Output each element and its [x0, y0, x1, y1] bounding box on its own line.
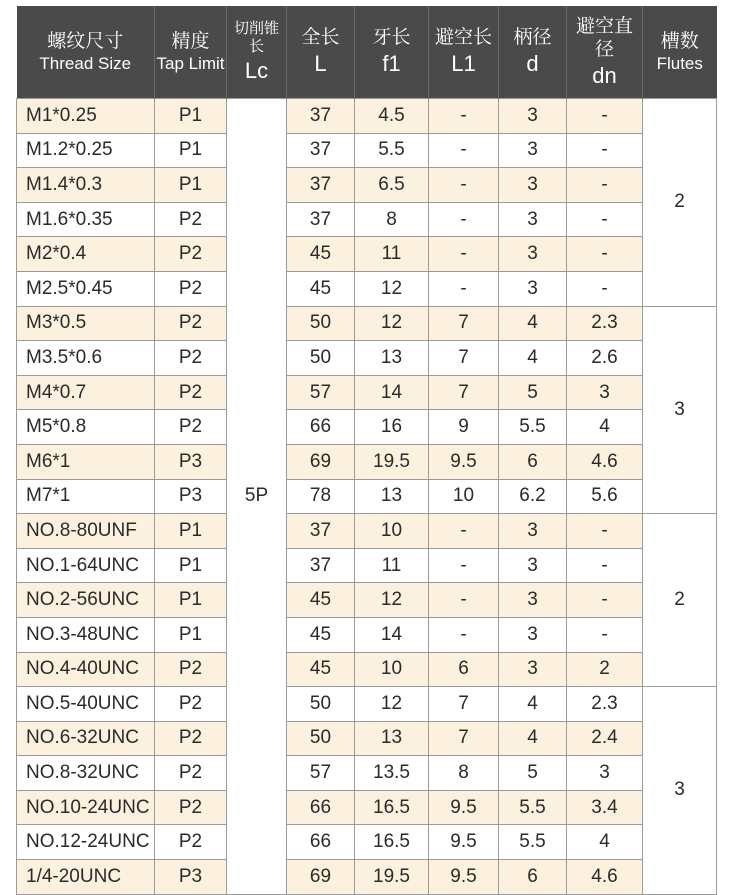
cell-neck-diameter: 4	[567, 825, 643, 860]
cell-thread-length: 16.5	[355, 825, 429, 860]
cell-neck-length: 7	[429, 341, 499, 376]
cell-neck-diameter: -	[567, 202, 643, 237]
cell-length: 37	[287, 548, 355, 583]
cell-thread-length: 11	[355, 548, 429, 583]
cell-tap-limit: P2	[155, 410, 227, 445]
cell-thread-length: 12	[355, 583, 429, 618]
cell-thread-length: 11	[355, 237, 429, 272]
table-row	[17, 168, 717, 203]
cell-length: 37	[287, 202, 355, 237]
cell-thread-size: NO.8-32UNC	[17, 756, 155, 791]
cell-length: 69	[287, 444, 355, 479]
header-tap-limit: 精度 Tap Limit	[155, 6, 227, 99]
cell-length: 66	[287, 790, 355, 825]
cell-thread-size: NO.3-48UNC	[17, 617, 155, 652]
table-body	[17, 99, 717, 895]
table-row	[17, 790, 717, 825]
cell-thread-length: 13.5	[355, 756, 429, 791]
cell-tap-limit: P3	[155, 479, 227, 514]
cell-neck-diameter: -	[567, 99, 643, 134]
table-row	[17, 410, 717, 445]
cell-thread-size: M3*0.5	[17, 306, 155, 341]
cell-thread-length: 4.5	[355, 99, 429, 134]
cell-neck-length: 7	[429, 375, 499, 410]
cell-thread-length: 14	[355, 375, 429, 410]
cell-shank-diameter: 5.5	[499, 410, 567, 445]
cell-tap-limit: P2	[155, 790, 227, 825]
cell-shank-diameter: 5.5	[499, 790, 567, 825]
cell-neck-diameter: -	[567, 133, 643, 168]
cell-shank-diameter: 3	[499, 99, 567, 134]
table-row	[17, 271, 717, 306]
cell-tap-limit: P2	[155, 202, 227, 237]
table-row	[17, 860, 717, 895]
cell-thread-size: M6*1	[17, 444, 155, 479]
table-row	[17, 99, 717, 134]
cell-thread-size: M1.6*0.35	[17, 202, 155, 237]
cell-neck-diameter: 4	[567, 410, 643, 445]
cell-neck-length: -	[429, 271, 499, 306]
cell-thread-length: 19.5	[355, 860, 429, 895]
cell-tap-limit: P2	[155, 652, 227, 687]
cell-shank-diameter: 3	[499, 271, 567, 306]
cell-thread-length: 12	[355, 687, 429, 722]
cell-thread-size: NO.6-32UNC	[17, 721, 155, 756]
cell-tap-limit: P2	[155, 721, 227, 756]
cell-tap-limit: P2	[155, 306, 227, 341]
cell-neck-diameter: 3	[567, 756, 643, 791]
cell-thread-length: 13	[355, 479, 429, 514]
cell-thread-length: 12	[355, 271, 429, 306]
cell-shank-diameter: 5	[499, 375, 567, 410]
cell-shank-diameter: 3	[499, 548, 567, 583]
cell-neck-length: -	[429, 133, 499, 168]
table-row	[17, 756, 717, 791]
table-row	[17, 306, 717, 341]
cell-neck-diameter: 3	[567, 375, 643, 410]
cell-length: 50	[287, 687, 355, 722]
cell-tap-limit: P1	[155, 168, 227, 203]
cell-neck-length: 9.5	[429, 860, 499, 895]
cell-shank-diameter: 3	[499, 583, 567, 618]
header-flutes: 槽数 Flutes	[643, 6, 717, 99]
cell-thread-size: M1*0.25	[17, 99, 155, 134]
cell-flutes: 3	[643, 306, 717, 514]
table-row	[17, 652, 717, 687]
table-row	[17, 202, 717, 237]
cell-shank-diameter: 4	[499, 341, 567, 376]
cell-thread-size: NO.12-24UNC	[17, 825, 155, 860]
cell-neck-length: 6	[429, 652, 499, 687]
table-row	[17, 341, 717, 376]
cell-tap-limit: P2	[155, 756, 227, 791]
cell-thread-length: 16	[355, 410, 429, 445]
cell-shank-diameter: 5	[499, 756, 567, 791]
cell-length: 66	[287, 825, 355, 860]
cell-tap-limit: P2	[155, 825, 227, 860]
cell-tap-limit: P3	[155, 444, 227, 479]
cell-neck-length: 7	[429, 721, 499, 756]
cell-shank-diameter: 3	[499, 133, 567, 168]
cell-thread-length: 16.5	[355, 790, 429, 825]
cell-neck-diameter: -	[567, 617, 643, 652]
cell-tap-limit: P2	[155, 341, 227, 376]
cell-length: 45	[287, 617, 355, 652]
cell-neck-length: -	[429, 237, 499, 272]
cell-neck-length: -	[429, 617, 499, 652]
cell-neck-diameter: 4.6	[567, 444, 643, 479]
cell-flutes: 2	[643, 99, 717, 307]
cell-tap-limit: P1	[155, 548, 227, 583]
header-thread-size: 螺纹尺寸 Thread Size	[17, 6, 155, 99]
cell-length: 50	[287, 721, 355, 756]
cell-thread-size: NO.4-40UNC	[17, 652, 155, 687]
table-row	[17, 479, 717, 514]
cell-shank-diameter: 4	[499, 687, 567, 722]
cell-thread-size: M1.4*0.3	[17, 168, 155, 203]
cell-shank-diameter: 6	[499, 860, 567, 895]
cell-shank-diameter: 3	[499, 202, 567, 237]
cell-thread-length: 6.5	[355, 168, 429, 203]
cell-tap-limit: P2	[155, 375, 227, 410]
cell-tap-limit: P1	[155, 617, 227, 652]
cell-thread-length: 10	[355, 514, 429, 549]
cell-thread-size: M4*0.7	[17, 375, 155, 410]
cell-tap-limit: P2	[155, 271, 227, 306]
cell-shank-diameter: 4	[499, 721, 567, 756]
cell-thread-length: 14	[355, 617, 429, 652]
cell-flutes: 2	[643, 514, 717, 687]
cell-neck-diameter: 2.3	[567, 306, 643, 341]
cell-neck-length: 8	[429, 756, 499, 791]
table-row	[17, 514, 717, 549]
header-lc: 切削锥长 Lc	[227, 6, 287, 99]
cell-thread-length: 12	[355, 306, 429, 341]
cell-thread-size: 1/4-20UNC	[17, 860, 155, 895]
cell-neck-diameter: -	[567, 514, 643, 549]
cell-neck-diameter: 2.3	[567, 687, 643, 722]
cell-thread-length: 13	[355, 721, 429, 756]
cell-shank-diameter: 3	[499, 652, 567, 687]
cell-neck-length: -	[429, 548, 499, 583]
cell-tap-limit: P1	[155, 133, 227, 168]
cell-length: 37	[287, 133, 355, 168]
cell-neck-length: 7	[429, 687, 499, 722]
cell-neck-diameter: 4.6	[567, 860, 643, 895]
header-neck-length: 避空长 L1	[429, 6, 499, 99]
cell-thread-size: NO.8-80UNF	[17, 514, 155, 549]
cell-tap-limit: P1	[155, 99, 227, 134]
table-row	[17, 237, 717, 272]
cell-thread-size: M2*0.4	[17, 237, 155, 272]
cell-shank-diameter: 5.5	[499, 825, 567, 860]
table-row	[17, 583, 717, 618]
cell-length: 50	[287, 341, 355, 376]
cell-neck-length: -	[429, 99, 499, 134]
cell-neck-length: 10	[429, 479, 499, 514]
table-row	[17, 617, 717, 652]
cell-length: 45	[287, 583, 355, 618]
cell-length: 50	[287, 306, 355, 341]
header-thread-length: 牙长 f1	[355, 6, 429, 99]
header-neck-diameter: 避空直径 dn	[567, 6, 643, 99]
cell-length: 45	[287, 271, 355, 306]
cell-shank-diameter: 3	[499, 514, 567, 549]
cell-thread-size: M5*0.8	[17, 410, 155, 445]
spec-table	[16, 6, 717, 895]
table-row	[17, 444, 717, 479]
cell-thread-length: 13	[355, 341, 429, 376]
table-row	[17, 687, 717, 722]
header-shank-diameter: 柄径 d	[499, 6, 567, 99]
cell-thread-length: 8	[355, 202, 429, 237]
cell-tap-limit: P2	[155, 237, 227, 272]
cell-thread-length: 5.5	[355, 133, 429, 168]
cell-neck-diameter: 3.4	[567, 790, 643, 825]
cell-length: 78	[287, 479, 355, 514]
cell-thread-size: M7*1	[17, 479, 155, 514]
cell-thread-size: NO.10-24UNC	[17, 790, 155, 825]
cell-neck-length: -	[429, 168, 499, 203]
cell-tap-limit: P1	[155, 583, 227, 618]
header-length: 全长 L	[287, 6, 355, 99]
cell-neck-length: 9.5	[429, 790, 499, 825]
cell-thread-length: 19.5	[355, 444, 429, 479]
cell-neck-diameter: 2	[567, 652, 643, 687]
cell-length: 57	[287, 375, 355, 410]
cell-thread-size: NO.5-40UNC	[17, 687, 155, 722]
table-row	[17, 133, 717, 168]
cell-neck-length: -	[429, 514, 499, 549]
cell-lc: 5P	[227, 99, 287, 895]
cell-neck-length: 7	[429, 306, 499, 341]
cell-neck-diameter: 2.4	[567, 721, 643, 756]
cell-thread-size: M2.5*0.45	[17, 271, 155, 306]
cell-neck-length: 9.5	[429, 444, 499, 479]
cell-neck-diameter: -	[567, 271, 643, 306]
table-row	[17, 548, 717, 583]
cell-length: 66	[287, 410, 355, 445]
cell-thread-size: M1.2*0.25	[17, 133, 155, 168]
cell-shank-diameter: 3	[499, 237, 567, 272]
cell-thread-size: NO.1-64UNC	[17, 548, 155, 583]
header-row	[17, 6, 717, 99]
cell-neck-length: -	[429, 583, 499, 618]
cell-thread-size: NO.2-56UNC	[17, 583, 155, 618]
cell-neck-diameter: 2.6	[567, 341, 643, 376]
cell-length: 37	[287, 168, 355, 203]
cell-tap-limit: P1	[155, 514, 227, 549]
cell-neck-diameter: -	[567, 548, 643, 583]
cell-thread-size: M3.5*0.6	[17, 341, 155, 376]
cell-tap-limit: P3	[155, 860, 227, 895]
cell-neck-length: 9	[429, 410, 499, 445]
cell-length: 45	[287, 652, 355, 687]
cell-thread-length: 10	[355, 652, 429, 687]
cell-neck-length: 9.5	[429, 825, 499, 860]
cell-neck-diameter: -	[567, 583, 643, 618]
cell-neck-diameter: -	[567, 168, 643, 203]
table-row	[17, 721, 717, 756]
cell-neck-diameter: -	[567, 237, 643, 272]
cell-length: 69	[287, 860, 355, 895]
cell-neck-length: -	[429, 202, 499, 237]
cell-shank-diameter: 3	[499, 168, 567, 203]
table-row	[17, 825, 717, 860]
cell-tap-limit: P2	[155, 687, 227, 722]
cell-length: 45	[287, 237, 355, 272]
table-row	[17, 375, 717, 410]
cell-flutes: 3	[643, 687, 717, 895]
cell-shank-diameter: 3	[499, 617, 567, 652]
cell-shank-diameter: 6	[499, 444, 567, 479]
cell-length: 37	[287, 514, 355, 549]
cell-shank-diameter: 6.2	[499, 479, 567, 514]
cell-neck-diameter: 5.6	[567, 479, 643, 514]
cell-length: 57	[287, 756, 355, 791]
cell-shank-diameter: 4	[499, 306, 567, 341]
cell-length: 37	[287, 99, 355, 134]
